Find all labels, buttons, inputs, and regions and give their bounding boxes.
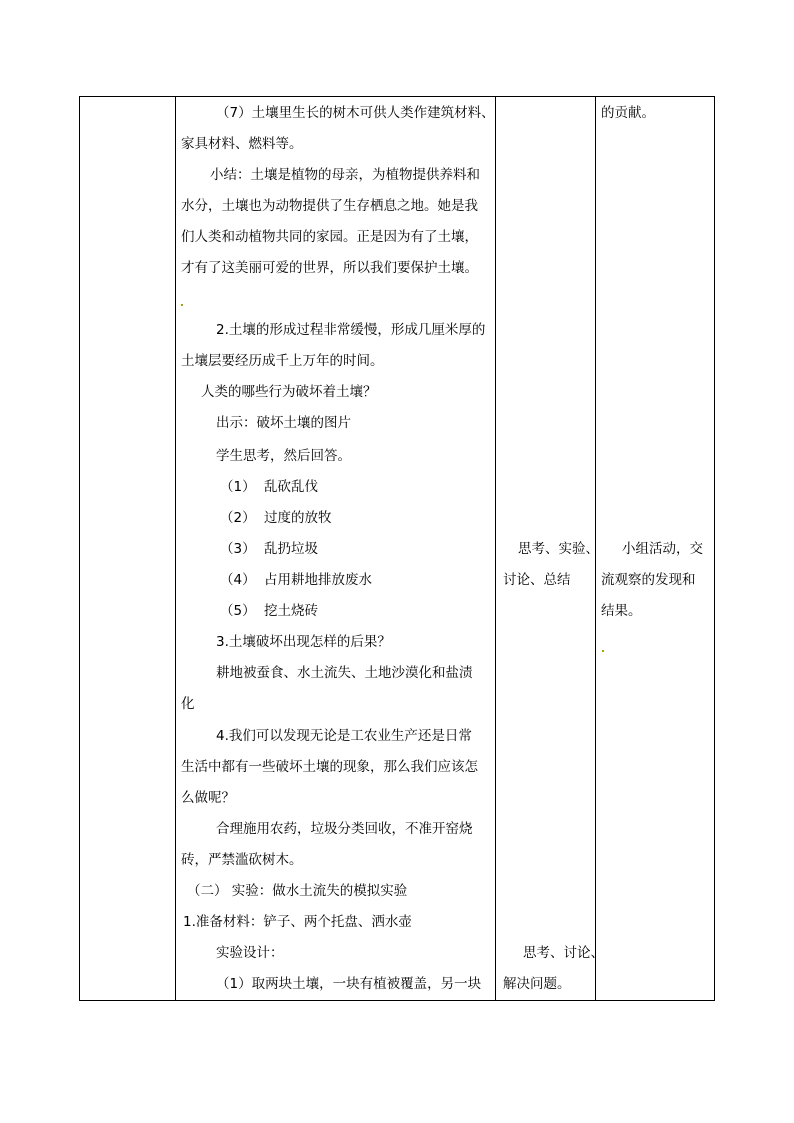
list-number: （5） bbox=[220, 603, 256, 619]
column-divider bbox=[175, 97, 176, 1000]
content-line: 合理施用农药，垃圾分类回收，不准开窑烧 bbox=[216, 821, 473, 837]
list-number: （3） bbox=[220, 541, 256, 557]
content-line: （1）取两块土壤，一块有植被覆盖，另一块 bbox=[216, 976, 482, 992]
content-line: 人类的哪些行为破坏着土壤？ bbox=[201, 384, 377, 400]
design-intent-line: 小组活动，交 bbox=[622, 541, 703, 557]
content-line: 化 bbox=[181, 696, 195, 712]
content-line: 实验设计： bbox=[216, 945, 284, 961]
student-activity-line: 解决问题。 bbox=[503, 976, 571, 992]
list-number: （2） bbox=[220, 510, 256, 526]
student-activity-line: 思考、讨论、 bbox=[523, 945, 604, 961]
list-item: 占用耕地排放废水 bbox=[264, 572, 372, 588]
list-item: 挖土烧砖 bbox=[264, 603, 318, 619]
list-item: 过度的放牧 bbox=[264, 510, 332, 526]
content-line: 家具材料、燃料等。 bbox=[181, 136, 303, 152]
design-intent-line: 结果。 bbox=[601, 603, 642, 619]
content-line: 砖，严禁滥砍树木。 bbox=[181, 852, 303, 868]
content-line: 们人类和动植物共同的家园。正是因为有了土壤， bbox=[181, 229, 478, 245]
content-line: 出示：破坏土壤的图片 bbox=[216, 415, 351, 431]
content-line: 耕地被蚕食、水土流失、土地沙漠化和盐渍 bbox=[216, 665, 473, 681]
marker-dot bbox=[181, 304, 183, 306]
content-line: 生活中都有一些破坏土壤的现象，那么我们应该怎 bbox=[181, 759, 478, 775]
content-line: 水分，土壤也为动物提供了生存栖息之地。她是我 bbox=[181, 198, 478, 214]
content-line: 学生思考，然后回答。 bbox=[216, 448, 351, 464]
content-line: 3.土壤破坏出现怎样的后果？ bbox=[216, 634, 391, 650]
content-line: 才有了这美丽可爱的世界，所以我们要保护土壤。 bbox=[181, 260, 478, 276]
section-heading: （二） 实验：做水土流失的模拟实验 bbox=[187, 883, 408, 899]
design-intent-line: 的贡献。 bbox=[601, 105, 655, 121]
content-line: 2.土壤的形成过程非常缓慢，形成几厘米厚的 bbox=[216, 322, 486, 338]
design-intent-line: 流观察的发现和 bbox=[601, 572, 696, 588]
content-line: 小结：土壤是植物的母亲，为植物提供养料和 bbox=[210, 167, 480, 183]
student-activity-line: 思考、实验、 bbox=[518, 541, 599, 557]
column-divider bbox=[495, 97, 496, 1000]
content-line: 4.我们可以发现无论是工农业生产还是日常 bbox=[216, 728, 472, 744]
content-line: 1.准备材料：铲子、两个托盘、洒水壶 bbox=[183, 914, 412, 930]
marker-dot bbox=[602, 650, 604, 652]
content-line: （7）土壤里生长的树木可供人类作建筑材料、 bbox=[216, 105, 495, 121]
content-line: 么做呢？ bbox=[181, 790, 235, 806]
student-activity-line: 讨论、总结 bbox=[503, 572, 571, 588]
content-line: 土壤层要经历成千上万年的时间。 bbox=[181, 353, 384, 369]
list-item: 乱砍乱伐 bbox=[264, 479, 318, 495]
list-number: （1） bbox=[220, 479, 256, 495]
list-item: 乱扔垃圾 bbox=[264, 541, 318, 557]
list-number: （4） bbox=[220, 572, 256, 588]
